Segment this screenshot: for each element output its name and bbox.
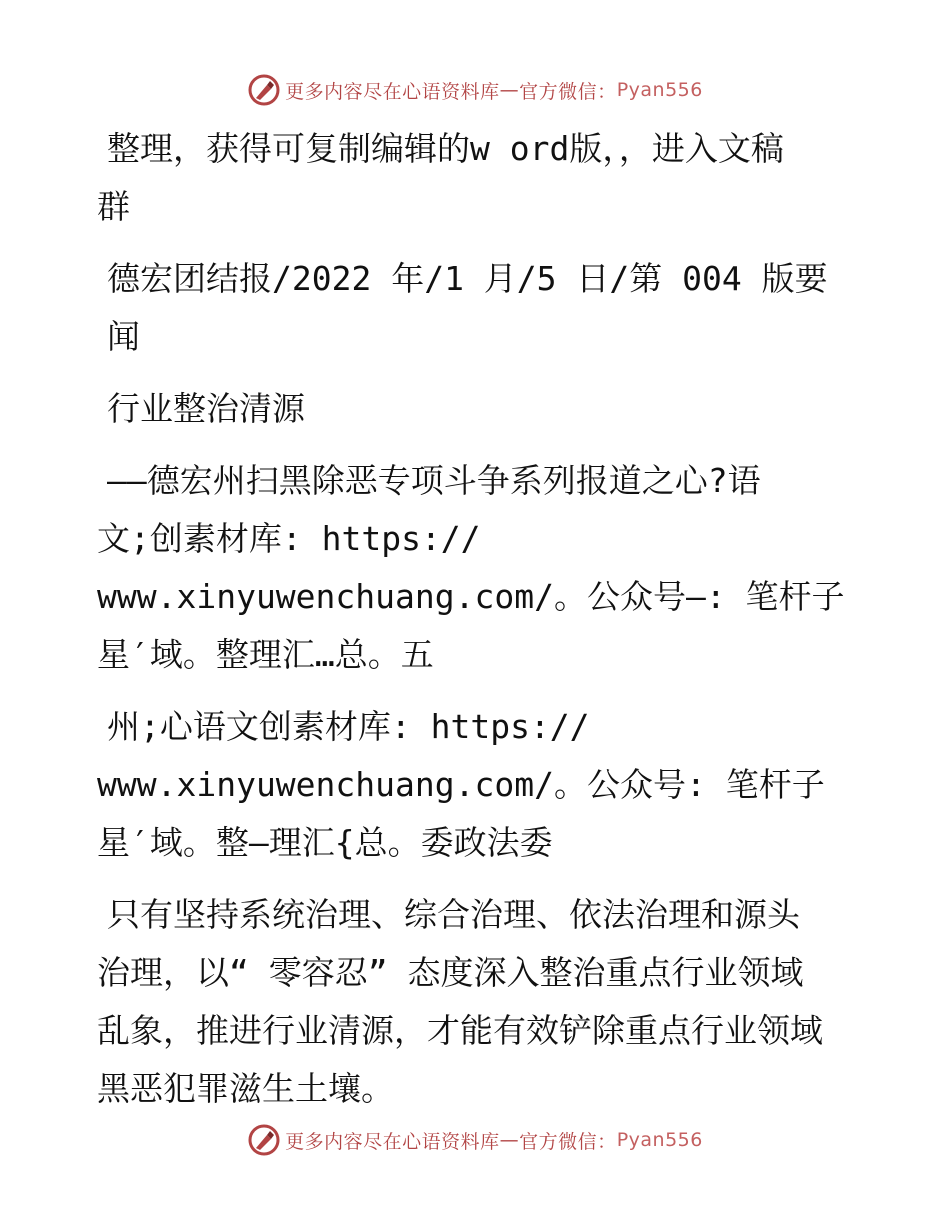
text-line: 乱象，推进行业清源，才能有效铲除重点行业领域 <box>97 1011 823 1050</box>
pen-nib-icon <box>247 1123 281 1157</box>
paragraph-source <box>97 250 857 366</box>
text-line: 群 <box>97 187 130 226</box>
paragraph-body <box>97 886 857 1118</box>
banner-text: 更多内容尽在心语资料库 <box>285 80 500 103</box>
banner-text: 更多内容尽在心语资料库 <box>285 1130 500 1153</box>
banner-separator: — <box>499 1129 520 1151</box>
text-line: 文;创素材库: https:// <box>97 519 481 558</box>
text-line: 州;心语文创素材库: https:// <box>107 707 590 746</box>
header-banner <box>0 70 950 110</box>
pen-nib-icon <box>247 73 281 107</box>
footer-banner <box>0 1120 950 1160</box>
text-line: 星′域。整理汇…总。五 <box>97 635 434 674</box>
text-line: 整理，获得可复制编辑的w ord版，，进入文稿 <box>107 129 784 168</box>
paragraph-intro <box>97 120 857 236</box>
banner-label: 官方微信： <box>519 80 617 103</box>
article-title: 行业整治清源 <box>107 389 305 428</box>
paragraph-subtitle <box>97 452 857 684</box>
document-body <box>97 120 857 1118</box>
text-line: 治理，以“ 零容忍” 态度深入整治重点行业领域 <box>97 953 804 992</box>
text-line: www.xinyuwenchuang.com/。公众号: 笔杆子 <box>97 765 825 804</box>
text-line: ——德宏州扫黑除恶专项斗争系列报道之心?语 <box>107 461 761 500</box>
text-line: 德宏团结报/2022 年/1 月/5 日/第 004 版要闻 <box>107 259 828 356</box>
text-line: 只有坚持系统治理、综合治理、依法治理和源头 <box>107 895 800 934</box>
paragraph-title <box>97 380 857 438</box>
banner-wechat-id: Pyan556 <box>616 1129 703 1151</box>
banner-separator: — <box>499 79 520 101</box>
paragraph-author <box>97 698 857 872</box>
banner-label: 官方微信： <box>519 1130 617 1153</box>
text-line: 黑恶犯罪滋生土壤。 <box>97 1069 394 1108</box>
text-line: www.xinyuwenchuang.com/。公众号—: 笔杆子 <box>97 577 845 616</box>
text-line: 星′域。整—理汇{总。委政法委 <box>97 823 553 862</box>
banner-wechat-id: Pyan556 <box>616 79 703 101</box>
